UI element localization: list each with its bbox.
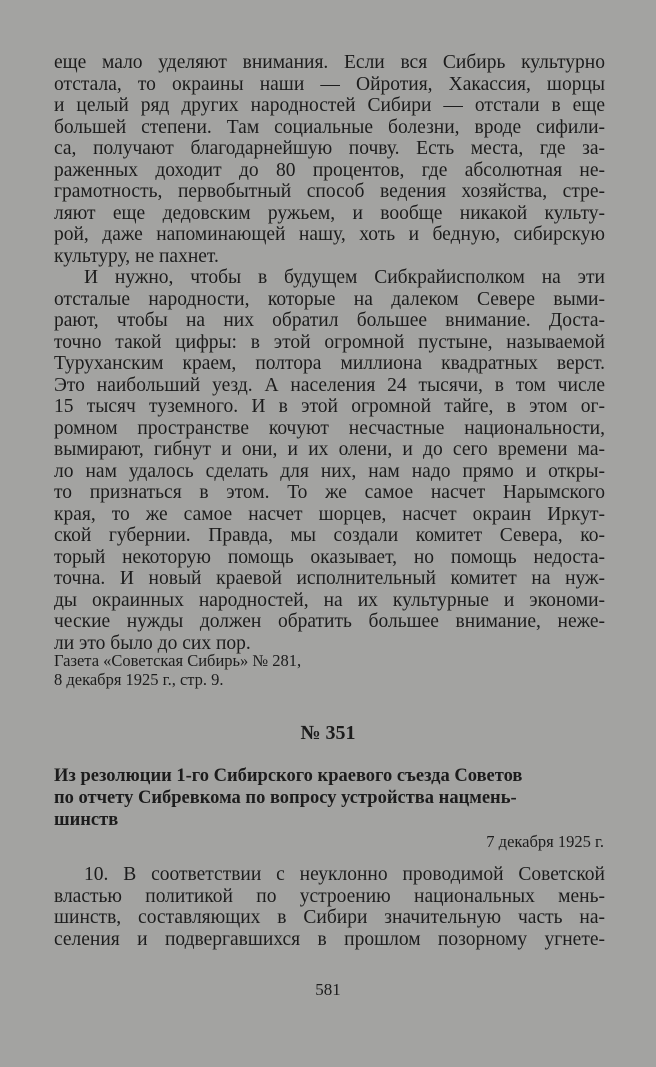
document-number: № 351 xyxy=(300,722,356,744)
text-line: ляют еще дедовским ружьем, и вообще никакой культу- xyxy=(54,202,605,224)
text-line: точна. И новый краевой исполнительный комитет на нуж- xyxy=(54,568,605,589)
text-line: ческие нужды должен обратить большее внимание, неже- xyxy=(54,611,605,632)
text-line: края, то же самое насчет шорцев, насчет окраин Иркут- xyxy=(54,503,605,525)
source-line-1: Газета «Советская Сибирь» № 281, xyxy=(54,651,302,670)
source-citation xyxy=(54,651,301,689)
text-line: ды окраинных народностей, на их культурные и экономи- xyxy=(54,589,605,611)
text-line: культуру, не пахнет. xyxy=(54,245,219,267)
text-line: 15 тысяч туземного. И в этой огромной тайге, в этом ог- xyxy=(54,396,605,417)
title-line: Из резолюции 1-го Сибирского краевого съезда Советов xyxy=(54,766,523,786)
text-line: то признаться в этом. То же самое насчет Нарымского xyxy=(54,482,605,503)
text-line: са, получают благодарнейшую почву. Есть места, где за- xyxy=(54,138,605,159)
text-line: торый некоторую помощь оказывает, но помощь недоста- xyxy=(54,546,605,568)
text-line: раженных доходит до 80 процентов, где абсолютная не- xyxy=(54,159,605,181)
title-line: по отчету Сибревкома по вопросу устройства нацмень- xyxy=(54,788,517,808)
source-line-2: 8 декабря 1925 г., стр. 9. xyxy=(54,670,224,689)
text-line: И нужно, чтобы в будущем Сибкрайисполком на эти xyxy=(84,267,605,288)
body-text xyxy=(54,52,605,654)
text-line: 10. В соответствии с неуклонно проводимой Советской xyxy=(84,864,605,885)
text-line: грамотность, первобытный способ ведения хозяйства, стре- xyxy=(54,181,605,202)
document-date: 7 декабря 1925 г. xyxy=(486,832,604,851)
text-line: Это наибольший уезд. А населения 24 тысячи, в том числе xyxy=(54,374,605,396)
resolution-paragraph xyxy=(54,864,605,950)
text-line: ли это было до сих пор. xyxy=(54,632,251,654)
text-line: ло нам удалось сделать для них, нам надо прямо и откры- xyxy=(54,460,605,482)
text-line: вымирают, гибнут и они, и их олени, и до сего времени ма- xyxy=(54,439,605,460)
text-line: селения и подвергавшихся в прошлом позорному угнете- xyxy=(54,928,605,950)
text-line: отстала, то окраины наши — Ойротия, Хакассия, шорцы xyxy=(54,73,605,95)
text-line: Туруханским краем, полтора миллиона квадратных верст. xyxy=(54,353,605,374)
text-line: большей степени. Там социальные болезни, вроде сифили- xyxy=(54,116,605,138)
resolution-text xyxy=(54,864,605,950)
document-title xyxy=(54,765,605,831)
text-line: шинств, составляющих в Сибири значительную часть на- xyxy=(54,907,605,928)
page-number: 581 xyxy=(315,980,341,999)
title-line: шинств xyxy=(54,810,119,830)
paragraph-2 xyxy=(54,267,605,654)
text-line: еще мало уделяют внимания. Если вся Сибирь культурно xyxy=(54,52,605,73)
text-line: ромном пространстве кочуют несчастные национальности, xyxy=(54,417,605,439)
text-line: точно такой цифры: в этой огромной пустыне, называемой xyxy=(54,331,605,353)
text-line: ской губернии. Правда, мы создали комитет Севера, ко- xyxy=(54,525,605,546)
text-line: и целый ряд других народностей Сибири — отстали в еще xyxy=(54,95,605,116)
text-line: властью политикой по устроению национальных мень- xyxy=(54,885,605,907)
paragraph-1 xyxy=(54,52,605,267)
text-line: рают, чтобы на них обратил большее внимание. Доста- xyxy=(54,310,605,331)
text-line: рой, даже напоминающей нашу, хоть и бедную, сибирскую xyxy=(54,224,605,245)
text-line: отсталые народности, которые на далеком Севере выми- xyxy=(54,288,605,310)
